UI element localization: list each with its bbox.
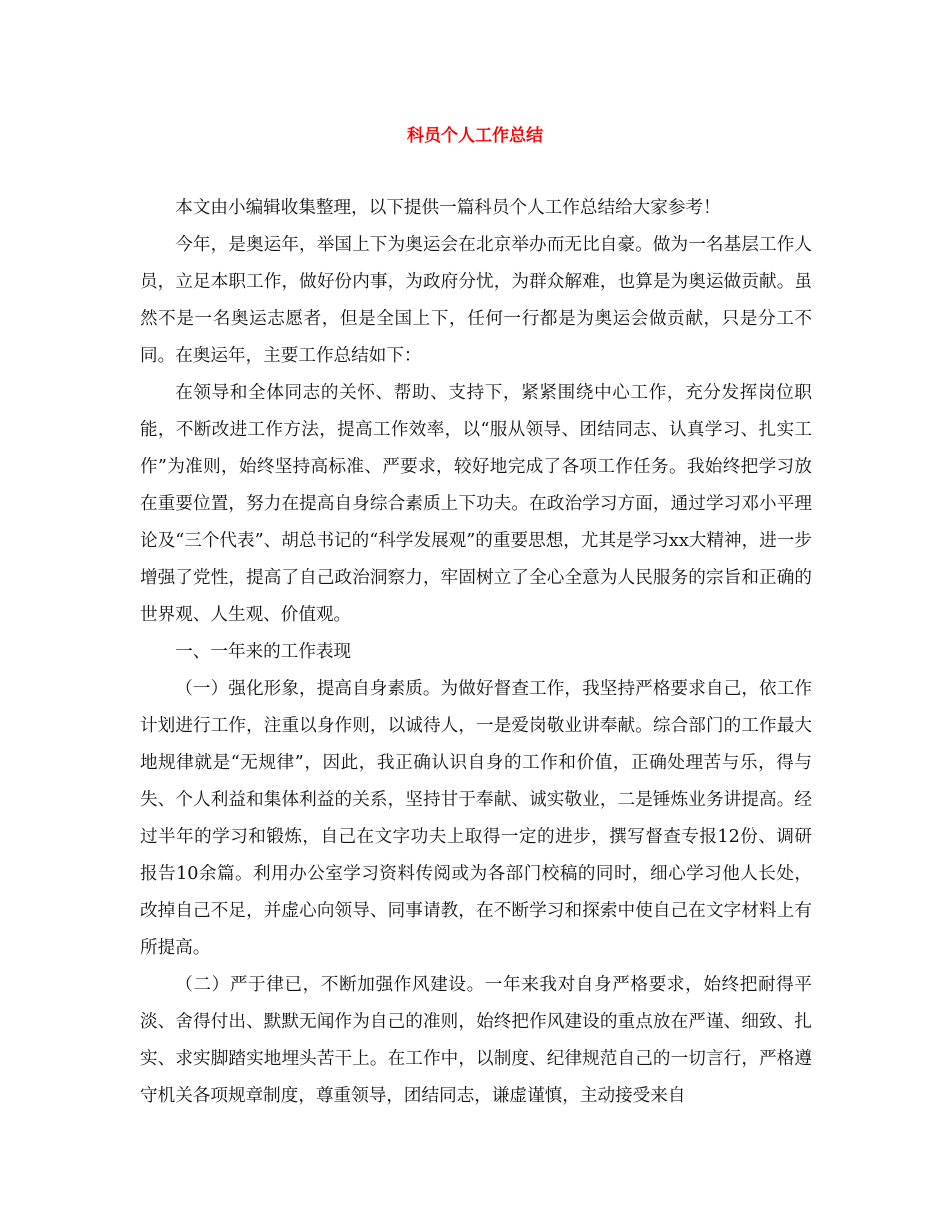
paragraph-self-discipline: （二）严于律已，不断加强作风建设。一年来我对自身严格要求，始终把耐得平淡、舍得付出、默默无闻作为自己的准则，始终把作风建设的重点放在严谨、细致、扎实、求实脚踏实地埋头苦干上。在工作中，以制度、纪律规范自己的一切言行，严格遵守机关各项规章制度，尊重领导，团结同志，谦虚谨慎，主动接受来自 — [140, 975, 812, 1106]
document-body — [140, 190, 812, 1115]
paragraph-leadership-study: 在领导和全体同志的关怀、帮助、支持下，紧紧围绕中心工作，充分发挥岗位职能，不断改进工作方法，提高工作效率，以“服从领导、团结同志、认真学习、扎实工作”为准则，始终坚持高标准、严要求，较好地完成了各项工作任务。我始终把学习放在重要位置，努力在提高自身综合素质上下功夫。在政治学习方面，通过学习邓小平理论及“三个代表”、胡总书记的“科学发展观”的重要思想，尤其是学习xx大精神，进一步增强了党性，提高了自己政治洞察力，牢固树立了全心全意为人民服务的宗旨和正确的世界观、人生观、价值观。 — [140, 383, 812, 625]
section-heading-work-performance: 一、一年来的工作表现 — [175, 642, 352, 662]
paragraph-olympic-year: 今年，是奥运年，举国上下为奥运会在北京举办而无比自豪。做为一名基层工作人员，立足本职工作，做好份内事，为政府分忧，为群众解难，也算是为奥运做贡献。虽然不是一名奥运志愿者，但是全国上下，任何一行都是为奥运会做贡献，只是分工不同。在奥运年，主要工作总结如下： — [140, 235, 812, 366]
document-title: 科员个人工作总结 — [407, 126, 543, 146]
paragraph-intro: 本文由小编辑收集整理，以下提供一篇科员个人工作总结给大家参考！ — [175, 198, 721, 218]
paragraph-strengthen-image: （一）强化形象，提高自身素质。为做好督查工作，我坚持严格要求自己，依工作计划进行工作，注重以身作则，以诚待人，一是爱岗敬业讲奉献。综合部门的工作最大地规律就是“无规律”，因此，我正确认识自身的工作和价值，正确处理苦与乐，得与失、个人利益和集体利益的关系，坚持甘于奉献、诚实敬业，二是锤炼业务讲提高。经过半年的学习和锻炼，自己在文字功夫上取得一定的进步，撰写督查专报12份、调研报告10余篇。利用办公室学习资料传阅或为各部门校稿的同时，细心学习他人长处，改掉自己不足，并虚心向领导、同事请教，在不断学习和探索中使自己在文字材料上有所提高。 — [140, 679, 812, 958]
